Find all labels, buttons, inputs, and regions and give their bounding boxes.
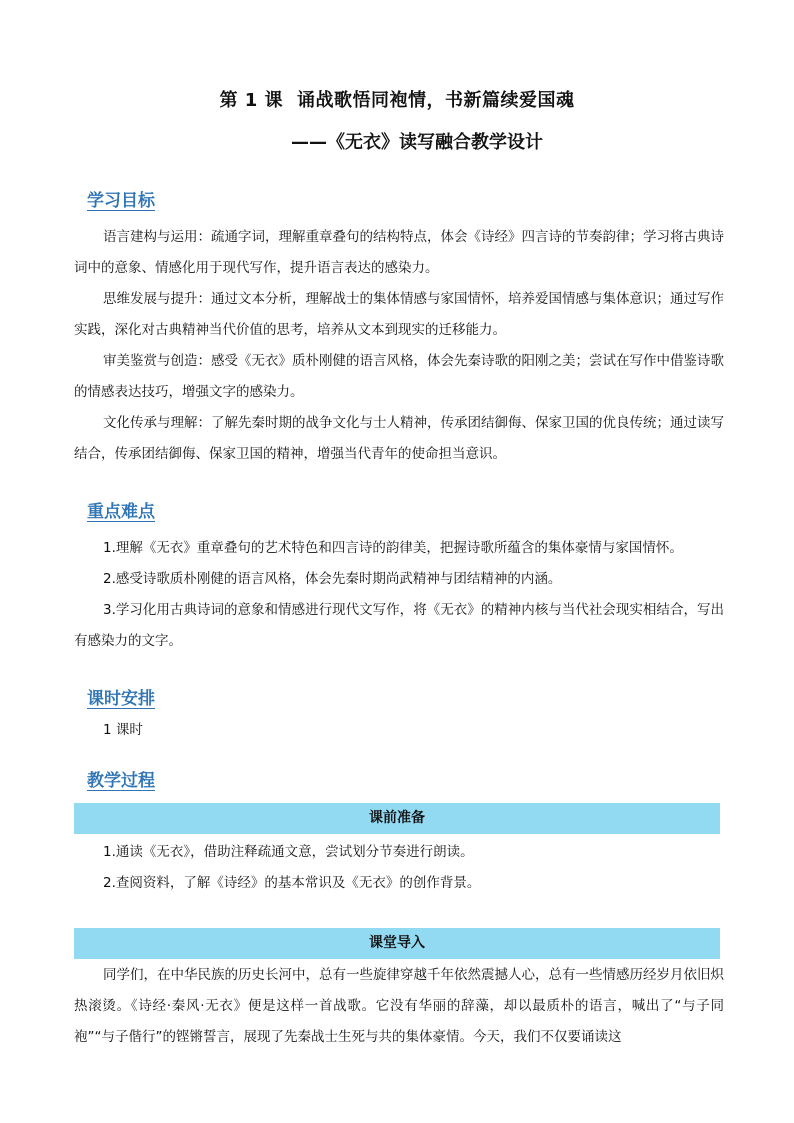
intro-section-bar: 课堂导入: [74, 928, 720, 959]
prep-item: 2.查阅资料，了解《诗经》的基本常识及《无衣》的创作背景。: [103, 875, 481, 891]
objective-paragraph: 文化传承与理解：了解先秦时期的战争文化与士人精神，传承团结御侮、保家卫国的优良传统；通过读写结合，传承团结御侮、保家卫国的精神，增强当代青年的使命担当意识。: [74, 415, 724, 462]
prep-section-bar: 课前准备: [74, 803, 720, 834]
prep-item: 1.通读《无衣》，借助注释疏通文意，尝试划分节奏进行朗读。: [103, 844, 474, 860]
key-point-item: 3.学习化用古典诗词的意象和情感进行现代文写作，将《无衣》的精神内核与当代社会现实相结合，写出有感染力的文字。: [74, 602, 724, 649]
objective-paragraph: 审美鉴赏与创造：感受《无衣》质朴刚健的语言风格，体会先秦诗歌的阳刚之美；尝试在写作中借鉴诗歌的情感表达技巧，增强文字的感染力。: [74, 353, 724, 400]
lesson-title: [0, 86, 794, 112]
lesson-title-text: 诵战歌悟同袍情，书新篇续爱国魂: [297, 90, 575, 111]
heading-key-points: 重点难点: [87, 502, 155, 522]
heading-process: 教学过程: [87, 771, 155, 791]
intro-paragraph: 同学们，在中华民族的历史长河中，总有一些旋律穿越千年依然震撼人心，总有一些情感历经岁月依旧炽热滚烫。《诗经·秦风·无衣》便是这样一首战歌。它没有华丽的辞藻，却以最质朴的语言，喊出了“与子同袍”“与子偕行”的铿锵誓言，展现了先秦战士生死与共的集体豪情。今天，我们不仅要诵读这: [74, 967, 724, 1045]
lesson-subtitle: ——《无衣》读写融合教学设计: [291, 132, 543, 153]
lesson-number: 第 1 课: [219, 90, 284, 111]
heading-schedule: 课时安排: [87, 689, 155, 709]
heading-objectives: 学习目标: [87, 191, 155, 211]
schedule-value: 1 课时: [103, 722, 143, 738]
objective-paragraph: 思维发展与提升：通过文本分析，理解战士的集体情感与家国情怀，培养爱国情感与集体意识；通过写作实践，深化对古典精神当代价值的思考，培养从文本到现实的迁移能力。: [74, 291, 724, 338]
key-point-item: 1.理解《无衣》重章叠句的艺术特色和四言诗的韵律美，把握诗歌所蕴含的集体豪情与家国情怀。: [103, 540, 683, 556]
objective-paragraph: 语言建构与运用：疏通字词，理解重章叠句的结构特点，体会《诗经》四言诗的节奏韵律；学习将古典诗词中的意象、情感化用于现代写作，提升语言表达的感染力。: [74, 229, 724, 276]
key-point-item: 2.感受诗歌质朴刚健的语言风格，体会先秦时期尚武精神与团结精神的内涵。: [103, 571, 562, 587]
